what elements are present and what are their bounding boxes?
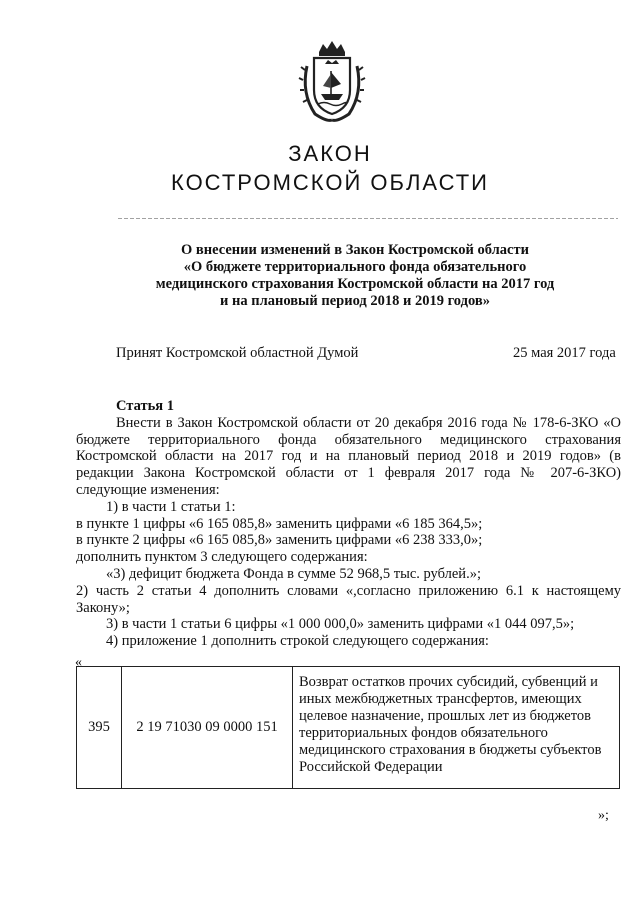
- article-item: 2) часть 2 статьи 4 дополнить словами «,согласно приложению 6.1 к настоящему Закону»;: [76, 582, 621, 616]
- article-item: в пункте 1 цифры «6 165 085,8» заменить цифрами «6 185 364,5»;: [76, 515, 483, 532]
- adopted-by: Принят Костромской областной Думой: [116, 345, 359, 361]
- subject-line: медицинского страхования Костромской области на 2017 год: [155, 276, 555, 292]
- quote-close-mark: »;: [598, 808, 609, 823]
- subject-line: «О бюджете территориального фонда обязательного: [183, 259, 527, 275]
- subject-line: О внесении изменений в Закон Костромской области: [181, 242, 529, 258]
- table-cell-description: Возврат остатков прочих субсидий, субвенций и иных межбюджетных трансфертов, имеющих целевое назначение, прошлых лет из бюджетов территориальных фондов обязательного медицинского страхования в бюджеты субъектов Российской Федерации: [293, 667, 620, 789]
- adopted-date: 25 мая 2017 года: [513, 345, 616, 361]
- article-item: дополнить пунктом 3 следующего содержания:: [76, 549, 368, 566]
- law-title-line2: КОСТРОМСКОЙ ОБЛАСТИ: [171, 170, 489, 195]
- table-cell-number: 395: [77, 667, 122, 789]
- subject-line: и на плановый период 2018 и 2019 годов»: [220, 293, 490, 309]
- table-cell-code: 2 19 71030 09 0000 151: [122, 667, 293, 789]
- article-body: [76, 398, 621, 650]
- appendix-row-table: [76, 666, 620, 789]
- quote-open-mark: «: [75, 655, 82, 670]
- article-item: 3) в части 1 статьи 6 цифры «1 000 000,0» заменить цифрами «1 044 097,5»;: [106, 616, 575, 633]
- law-title: [0, 140, 640, 196]
- coat-of-arms-emblem: [297, 38, 367, 124]
- article-item: 4) приложение 1 дополнить строкой следующего содержания:: [106, 633, 489, 650]
- article-item: 1) в части 1 статьи 1:: [106, 498, 236, 515]
- law-title-line1: ЗАКОН: [288, 141, 372, 166]
- header-divider: [118, 218, 618, 219]
- law-subject-heading: [110, 242, 600, 310]
- article-intro: Внести в Закон Костромской области от 20 декабря 2016 года № 178-6-ЗКО «О бюджете территориального фонда обязательного медицинского страхования Костромской области на 2017 год и на плановый период 2018 и 2019 годов» (в редакции Закона Костромской области от 1 февраля 2017 года № 207-6-ЗКО) следующие изменения:: [76, 414, 621, 498]
- article-item: в пункте 2 цифры «6 165 085,8» заменить цифрами «6 238 333,0»;: [76, 532, 483, 549]
- article-heading: Статья 1: [116, 398, 174, 414]
- article-item: «3) дефицит бюджета Фонда в сумме 52 968,5 тыс. рублей.»;: [106, 565, 481, 582]
- table-row: [77, 667, 620, 789]
